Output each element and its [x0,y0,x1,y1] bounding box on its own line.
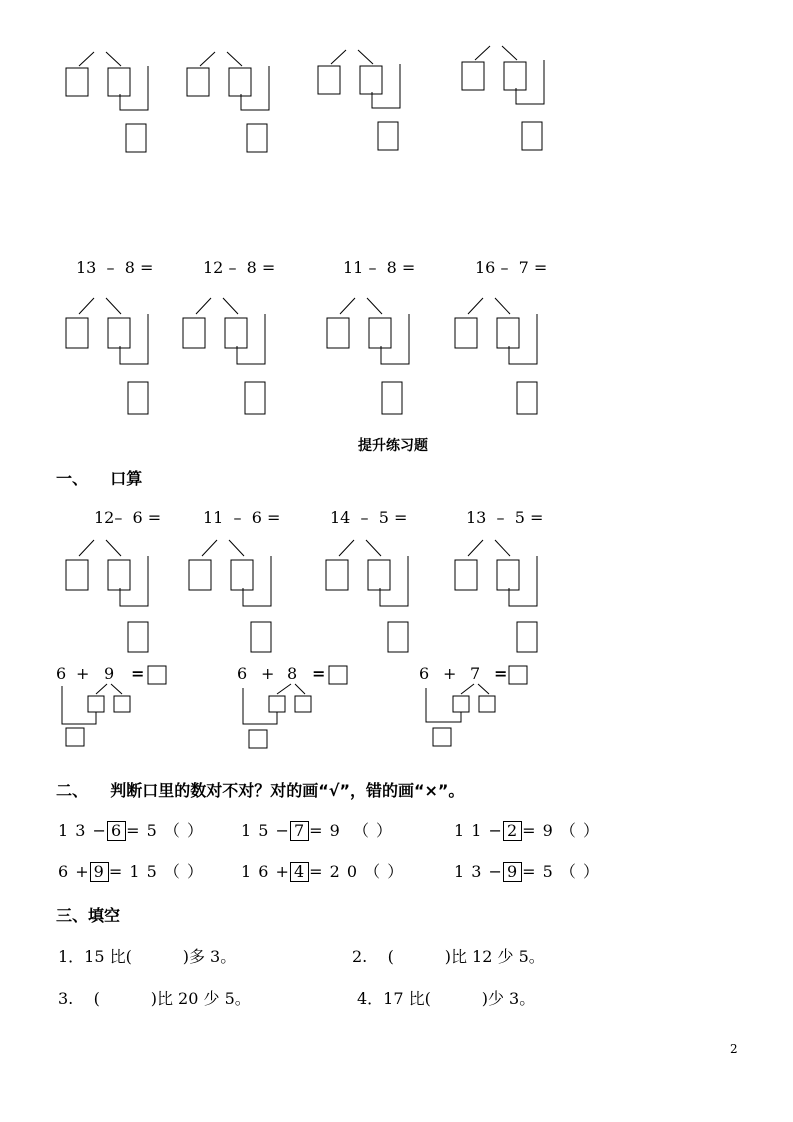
make-ten-diagram [419,664,539,750]
decomposition-diagram [325,294,415,418]
fill-blank-item: 1．15 比( )多 3。 [58,947,237,966]
decomposition-diagram [324,536,414,656]
judge-result: = 2 0 （ ） [309,862,405,881]
addend-b: 7 [470,664,481,683]
subtraction-equation: 14 – 5 = [330,508,408,527]
judge-item [58,859,204,882]
answer-box: 9 [503,862,522,882]
subtraction-equation: 11 – 6 = [203,508,281,527]
equals-sign: = [494,664,508,683]
judge-item [454,818,600,841]
decomposition-diagram [64,294,154,418]
addend-b: 8 [287,664,298,683]
plus-sign: + [76,664,90,683]
equals-sign: = [312,664,326,683]
decomposition-diagram [453,294,543,418]
equals-sign: = [131,664,145,683]
judge-item [241,859,404,882]
decomposition-diagram [453,536,543,656]
decomposition-diagram [64,44,154,156]
judge-item [454,859,600,882]
subtraction-equation: 13 – 5 = [466,508,544,527]
subtraction-equation: 13 – 8 = [76,258,154,277]
judge-expression: 6 + [58,862,90,881]
judge-result: = 5 （ ） [126,821,204,840]
subtraction-equation: 11 – 8 = [343,258,416,277]
answer-box: 2 [503,821,522,841]
fill-blank-item: 4．17 比( )少 3。 [357,989,536,1008]
make-ten-diagram [56,664,176,750]
plus-sign: + [261,664,275,683]
subtraction-equation: 12 – 8 = [203,258,276,277]
judge-expression: 1 1 − [454,821,503,840]
decomposition-diagram [316,42,406,154]
decomposition-diagram [185,44,275,156]
answer-box: 4 [290,862,309,882]
answer-box: 7 [290,821,309,841]
subtraction-equation: 12– 6 = [94,508,162,527]
judge-expression: 1 5 − [241,821,290,840]
section-heading: 二、 判断口里的数对不对？对的画“√”，错的画“×”。 [56,781,465,800]
fill-blank-item: 3. ( )比 20 少 5。 [58,989,251,1008]
fill-blank-item: 2. ( )比 12 少 5。 [352,947,545,966]
judge-result: = 9 （ ） [522,821,600,840]
judge-result: = 5 （ ） [522,862,600,881]
judge-result: = 9 （ ） [309,821,394,840]
decomposition-diagram [187,536,277,656]
judge-expression: 1 3 − [58,821,107,840]
judge-item [241,818,393,841]
judge-expression: 1 3 − [454,862,503,881]
addend-a: 6 [237,664,248,683]
subtraction-equation: 16 – 7 = [475,258,548,277]
page-number: 2 [730,1042,738,1056]
judge-result: = 1 5 （ ） [108,862,204,881]
decomposition-diagram [181,294,271,418]
addend-b: 9 [104,664,115,683]
page-title: 提升练习题 [358,438,428,454]
make-ten-diagram [237,664,357,750]
decomposition-diagram [460,38,550,154]
addend-a: 6 [419,664,430,683]
judge-item [58,818,204,841]
judge-expression: 1 6 + [241,862,290,881]
answer-box: 9 [90,862,109,882]
section-heading: 一、 口算 [56,469,143,488]
plus-sign: + [443,664,457,683]
answer-box: 6 [107,821,126,841]
section-heading: 三、填空 [56,906,121,925]
decomposition-diagram [64,536,154,656]
addend-a: 6 [56,664,67,683]
